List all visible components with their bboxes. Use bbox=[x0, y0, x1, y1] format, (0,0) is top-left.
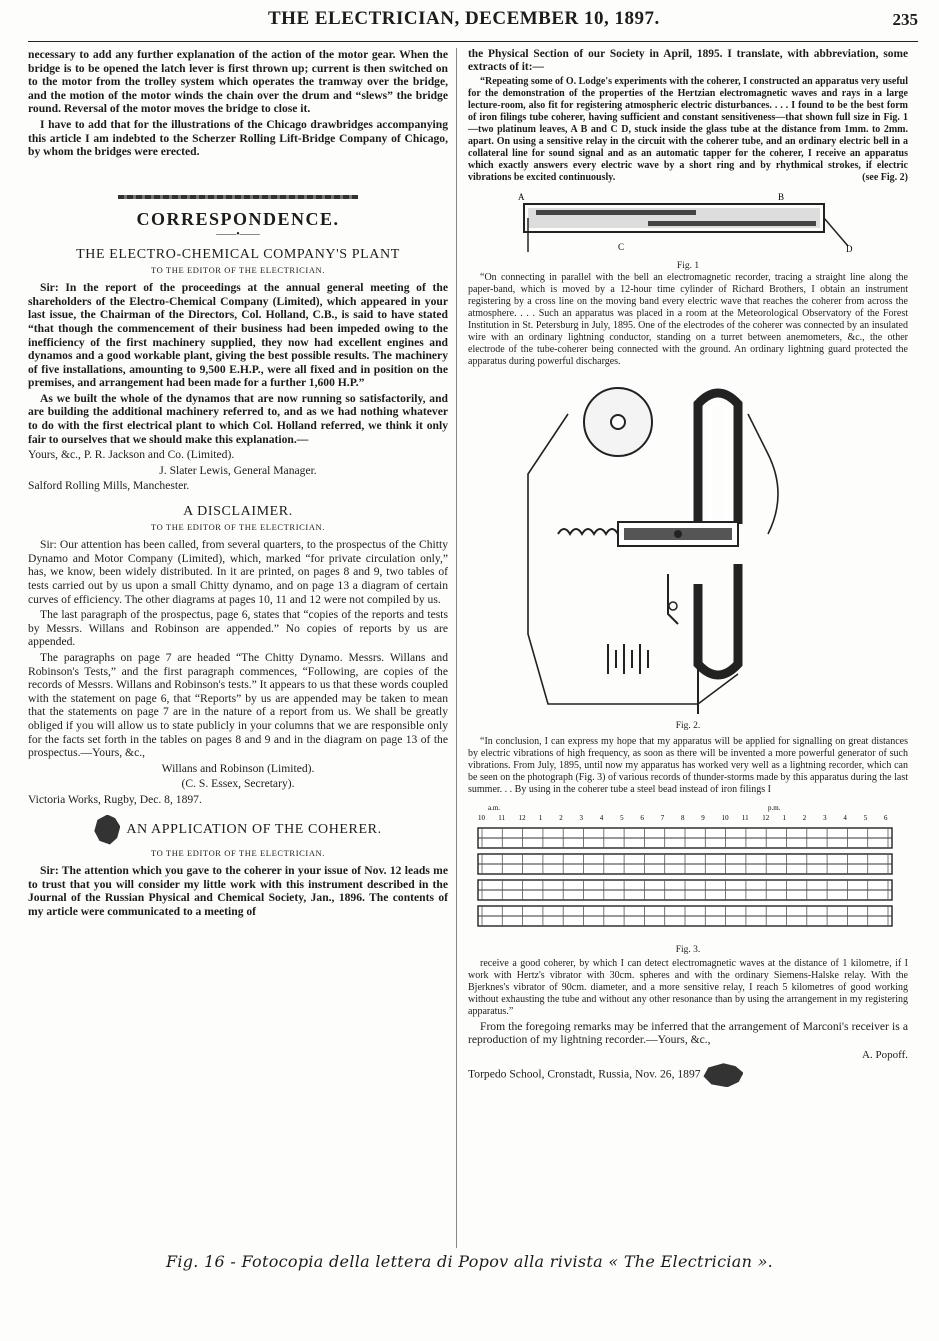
paragraph: As we built the whole of the dynamos that are now running so satisfactorily, and are building the additional machinery referred to, and as we had nothing whatever to do with the first electrical plant to which Col. Holland referred, we think it only fair to ourselves that we should make this explanation.— bbox=[28, 391, 448, 446]
signature: Yours, &c., P. R. Jackson and Co. (Limited). bbox=[28, 448, 235, 462]
article-title: A DISCLAIMER. bbox=[183, 504, 293, 520]
paragraph: The last paragraph of the prospectus, page 6, states that “copies of the reports and tests by Messrs. Willans and Robinson are appended.” No copies of reports by us are appended. bbox=[28, 608, 448, 649]
article-title bbox=[28, 815, 448, 845]
battery-icon bbox=[608, 644, 648, 674]
tick-label: 2 bbox=[559, 814, 563, 822]
tick-label: 3 bbox=[579, 814, 583, 822]
signature: A. Popoff. bbox=[862, 1048, 908, 1061]
signature: J. Slater Lewis, General Manager. bbox=[159, 463, 317, 477]
article-title: THE ELECTRO-CHEMICAL COMPANY'S PLANT bbox=[76, 246, 400, 262]
paragraph: Sir: Our attention has been called, from several quarters, to the prospectus of the Chitty Dynamo and Motor Company (Limited), which, marked “for private circulation only,” has, we know, been widely distributed. In it are printed, on pages 8 and 9, two tables of tests carried out by us upon a small Chitty dynamo, and on page 13 a diagram of certain curves of efficiency. The other diagrams at pages 10, 11 and 12 were not compiled by us. bbox=[28, 538, 448, 606]
thunderstorm-record-chart bbox=[468, 802, 908, 938]
relay-contact bbox=[668, 574, 678, 624]
tick-label: 12 bbox=[762, 814, 770, 822]
signature: Salford Rolling Mills, Manchester. bbox=[28, 479, 190, 493]
paragraph: Sir: The attention which you gave to the coherer in your issue of Nov. 12 leads me to trust that you will consider my little work with this instrument described in the Journal of the Russian Physical and Chemical Society, Jan., 1896. The contents of my article were communicated to a meeting of bbox=[28, 864, 448, 918]
tick-label: 3 bbox=[823, 814, 827, 822]
tick-label: 12 bbox=[518, 814, 526, 822]
left-column bbox=[28, 48, 448, 920]
paragraph: “In conclusion, I can express my hope that my apparatus will be applied for signalling on great distances by electric vibrations of high frequency, as soon as there will be invented a more powerful generator of such vibrations. From July, 1895, until now my apparatus has worked very well as a lightning recorder, which can be seen on the photograph (Fig. 3) of various records of thunder-storms made by this apparatus during the last summer. . . By using in the coherer tube a steel bead instead of iron filings I bbox=[468, 736, 908, 795]
label-c: C bbox=[618, 242, 625, 252]
heading-ornament: ——•—— bbox=[216, 229, 260, 241]
tick-label: 5 bbox=[863, 814, 868, 822]
paragraph: the Physical Section of our Society in April, 1895. I translate, with abbreviation, some extracts of it:— bbox=[468, 48, 908, 73]
record-bands bbox=[478, 828, 892, 926]
figure-reference: (see Fig. 2) bbox=[862, 172, 908, 183]
to-editor-line: TO THE EDITOR OF THE ELECTRICIAN. bbox=[150, 264, 326, 275]
tick-label: 4 bbox=[843, 814, 847, 822]
time-tick-labels bbox=[478, 814, 888, 822]
to-editor-line: TO THE EDITOR OF THE ELECTRICIAN. bbox=[150, 847, 326, 858]
figure-caption: Fig. 2. bbox=[675, 721, 701, 732]
am-label: a.m. bbox=[488, 804, 501, 812]
signature-place-text: Torpedo School, Cronstadt, Russia, Nov. 26, 1897 bbox=[468, 1067, 701, 1081]
electromagnet-lower bbox=[698, 564, 738, 675]
figure-caption-italian: Fig. 16 - Fotocopia della lettera di Popov alla rivista « The Electrician ». bbox=[165, 1252, 774, 1271]
article-title-text: AN APPLICATION OF THE COHERER. bbox=[126, 821, 382, 837]
paragraph: necessary to add any further explanation of the action of the motor gear. When the bridge is to be opened the latch lever is first thrown up; current is then switched on to the motor from the trolley system which operates the tramway over the bridge, and the motion of the motor winds the chain over the drum and “slews” the bridge round. Reversal of the motor moves the bridge to close it. bbox=[28, 48, 448, 116]
figure-caption: Fig. 1 bbox=[676, 261, 700, 272]
label-b: B bbox=[778, 192, 785, 202]
journal-title: THE ELECTRICIAN, DECEMBER 10, 1897. bbox=[268, 8, 660, 29]
tick-label: 8 bbox=[681, 814, 685, 822]
label-d: D bbox=[846, 244, 853, 254]
label-a: A bbox=[518, 192, 525, 202]
paragraph: “On connecting in parallel with the bell an electromagnetic recorder, tracing a straight line along the paper-band, which is moved by a 12-hour time cylinder of Richard Brothers, I obtain an instrument registering by a cross line on the moving band every electric wave that reaches the coherer from across the atmosphere. . . . Such an apparatus was placed in a room at the Meteorological Observatory of the Forest Institution in St. Petersburg in July, 1895. One of the electrodes of the coherer was connected by an insulated wire with an ordinary lightning conductor, standing on a turret between anemometers, &c., the other electrode of the tube-coherer being connected with the ground. An ordinary lightning guard protected the apparatus during powerful discharges. bbox=[468, 272, 908, 367]
tick-label: 7 bbox=[660, 814, 665, 822]
tick-label: 1 bbox=[782, 814, 786, 822]
paragraph: I have to add that for the illustrations of the Chicago drawbridges accompanying this article I am indebted to the Scherzer Rolling Lift-Bridge Company of Chicago, by whom the bridges were erected. bbox=[28, 117, 448, 159]
ornamental-rule bbox=[118, 195, 358, 199]
receiver-circuit-diagram bbox=[468, 374, 908, 714]
right-column bbox=[468, 48, 908, 1089]
tick-label: 9 bbox=[701, 814, 705, 822]
coherer-tube-diagram bbox=[468, 190, 908, 254]
to-editor-line: TO THE EDITOR OF THE ELECTRICIAN. bbox=[150, 521, 326, 532]
paragraph: receive a good coherer, by which I can detect electromagnetic waves at the distance of 1 kilometre, if I work with Hertz's vibrator with 30cm. spheres and with the ordinary Siemens-Halske relay. With the Bjerknes's vibrator of 90cm. diameter, and a more sensitive relay, I reach 5 kilometres of good working without exhausting the tube and without any other resonance than by using the arrangement in my registering apparatus.” bbox=[468, 958, 908, 1017]
figure-3 bbox=[468, 802, 908, 956]
tick-label: 1 bbox=[538, 814, 543, 822]
tick-label: 10 bbox=[478, 814, 485, 822]
tick-label: 2 bbox=[802, 814, 807, 822]
tick-label: 6 bbox=[884, 814, 888, 822]
page-number: 235 bbox=[892, 10, 918, 29]
figure-2 bbox=[468, 374, 908, 730]
journal-page bbox=[28, 6, 918, 1296]
tick-label: 11 bbox=[741, 814, 749, 822]
paragraph: Sir: In the report of the proceedings at the annual general meeting of the shareholders of the Electro-Chemical Company (Limited), which appeared in your last issue, the Chairman of the Directors, Col. Holland, C.B., is said to have stated “that though the commencement of their business had been impeded owing to the inefficiency of the first machinery supplied, they now had excellent engines and dynamos and a good workable plant, giving the best possible results. The machinery of five installations, amounting to 9,500 E.H.P., were all fixed and in position on the premises, and arrangement had been made for a further 1,600 H.P.” bbox=[28, 281, 448, 390]
signature: (C. S. Essex, Secretary). bbox=[181, 777, 295, 791]
section-heading: CORRESPONDENCE. bbox=[136, 208, 340, 229]
page-header bbox=[28, 6, 918, 42]
figure-1 bbox=[468, 190, 908, 272]
seal-stamp-icon bbox=[94, 815, 120, 845]
spring-coil-icon bbox=[558, 529, 618, 534]
paragraph: From the foregoing remarks may be inferred that the arrangement of Marconi's receiver is a reproduction of my lightning recorder.—Yours, &c., bbox=[468, 1020, 908, 1047]
signature-place bbox=[468, 1063, 908, 1087]
pm-label: p.m. bbox=[768, 804, 781, 812]
tick-label: 11 bbox=[498, 814, 506, 822]
platinum-leaf-cd bbox=[648, 221, 816, 226]
column-divider bbox=[456, 48, 457, 1248]
seal-stamp-icon bbox=[703, 1063, 743, 1087]
paragraph: The paragraphs on page 7 are headed “The Chitty Dynamo. Messrs. Willans and Robinson's Tests,” and the first paragraph commences, “Following, are copies of the records of Messrs. Willans and Robinson's tests.” It appears to us that these words coupled with the statement on page 6, that “Reports” by us are appended may be taken to mean that the statements on page 7 are in the nature of a report from us. We shall be greatly obliged if you will allow us to state publicly in your columns that we are responsible only for the facts set forth in the tables on pages 8 and 9 and in the diagram on page 13 of the prospectus.—Yours, &c., bbox=[28, 650, 448, 760]
quote-text: “Repeating some of O. Lodge's experiments with the coherer, I constructed an apparatus very useful for the demonstration of the properties of the Hertzian electromagnetic waves and rays in a large lecture-room, also fit for registering atmospheric electric disturbances. . . . I found to be the best form of iron filings tube coherer, having sufficient and constant sensitiveness—that shown full size in Fig. 1—two platinum leaves, A B and C D, stuck inside the glass tube at the distance from 1mm. to 2mm. apart. On using a sensitive relay in the circuit with the coherer tube, and an ordinary electric bell in a collateral line for sound signal and as an automatic tapper for the coherer, I receive an apparatus which exactly answers every electric wave by a short ring and by rhythmical strokes, if electric vibrations be excited continuously. bbox=[468, 76, 908, 183]
paragraph bbox=[468, 76, 908, 184]
platinum-leaf-ab bbox=[536, 210, 696, 215]
figure-caption: Fig. 3. bbox=[675, 945, 701, 956]
signature: Willans and Robinson (Limited). bbox=[161, 761, 315, 775]
tick-label: 4 bbox=[599, 814, 604, 822]
tick-label: 10 bbox=[721, 814, 729, 822]
electromagnet-upper bbox=[698, 393, 738, 524]
tick-label: 6 bbox=[640, 814, 644, 822]
signature: Victoria Works, Rugby, Dec. 8, 1897. bbox=[28, 792, 202, 806]
tick-label: 5 bbox=[620, 814, 624, 822]
